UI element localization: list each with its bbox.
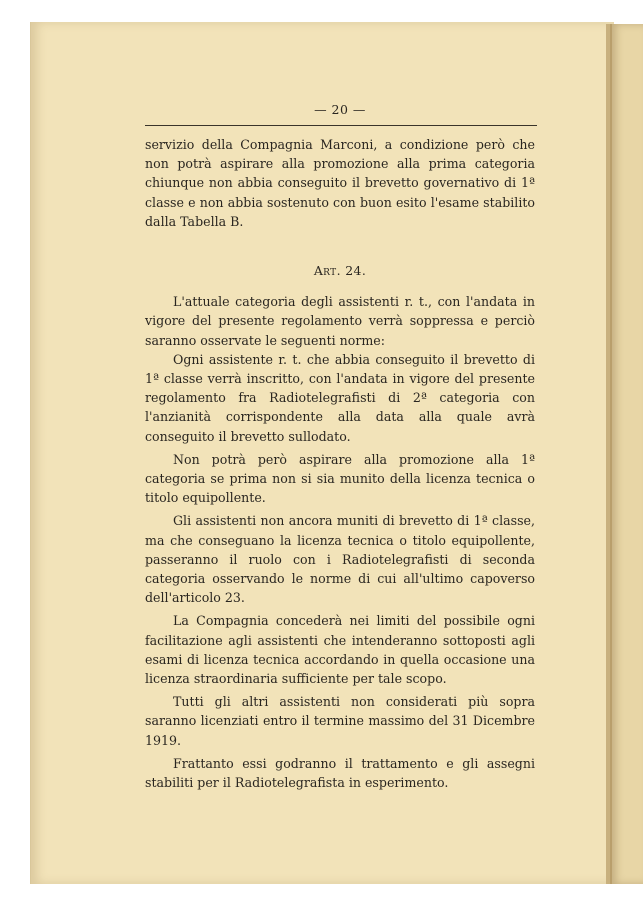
intro-paragraph: servizio della Compagnia Marconi, a condizione però che non potrà aspirare alla promozione alla prima categoria chiunque non abbia conseguito il brevetto governativo di 1ª classe e non abbia sostenuto con buon esito l'esame stabilito dalla Tabella B.: [145, 137, 535, 229]
article-paragraph-3: Non potrà però aspirare alla promozione alla 1ª categoria se prima non si sia munito della licenza tecnica o titolo equipollente.: [145, 451, 535, 506]
article-paragraph-2: Ogni assistente r. t. che abbia conseguito il brevetto di 1ª classe verrà inscritto, con l'andata in vigore del presente regolamento fra Radiotelegrafisti di 2ª categoria con l'anzianità corrispondente alla data alla quale avrà conseguito il brevetto sullodato.: [145, 351, 535, 444]
header-rule: [145, 125, 537, 126]
article-paragraph-1: L'attuale categoria degli assistenti r. t., con l'andata in vigore del presente regolamento verrà soppressa e perciò saranno osservate le seguenti norme:: [145, 294, 535, 348]
article-paragraph-5: La Compagnia concederà nei limiti del possibile ogni facilitazione agli assistenti che intenderanno sottoposti agli esami di licenza tecnica accordando in quella occasione una licenza straordinaria sufficiente per tale scopo.: [145, 613, 535, 687]
article-paragraph-4: Gli assistenti non ancora muniti di brevetto di 1ª classe, ma che conseguano la licenza tecnica o titolo equipollente, passeranno il ruolo con i Radiotelegrafisti di seconda categoria osservando le norme di cui all'ultimo capoverso dell'articolo 23.: [145, 513, 535, 606]
article-paragraph-7: Frattanto essi godranno il trattamento e gli assegni stabiliti per il Radiotelegrafista in esperimento.: [145, 755, 535, 791]
page-content: [145, 100, 535, 792]
page-number: — 20 —: [314, 102, 366, 117]
article-paragraph-6: Tutti gli altri assistenti non considerati più sopra saranno licenziati entro il termine massimo del 31 Dicembre 1919.: [145, 694, 535, 748]
next-page-edge: [610, 24, 643, 884]
article-heading: Art. 24.: [313, 263, 367, 279]
